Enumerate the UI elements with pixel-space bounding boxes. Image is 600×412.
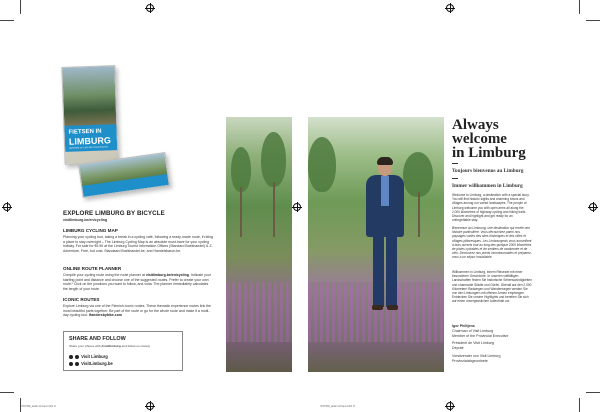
intro-german: Willkommen in Limburg, einem Reiseziel mit einer besonderen Geschichte. In unseren vielfältigen Landschaften finden Sie historische Sehenswürdigkeiten und charmante Städte und Dörfer. Überall auf den 2.000 Kilometern Radwegen und Wanderwegen werden Sie von den Limburgern mit offenen Armen empfangen. Entdecken Sie unsere Highlights und bereiten Sie sich auf einen unvergesslichen Aufenthalt vor. xyxy=(452,270,532,304)
shoe xyxy=(387,305,398,310)
registration-mark-icon xyxy=(446,4,454,12)
crop-mark xyxy=(20,0,21,14)
german-subtitle: Immer willkommen in Limburg xyxy=(452,183,523,189)
tree-trunk xyxy=(418,192,420,237)
share-title: SHARE AND FOLLOW xyxy=(69,336,126,342)
role-line: Vorsitzender von Visit Limburg xyxy=(452,353,501,358)
web-icon xyxy=(69,362,73,366)
crop-mark xyxy=(0,20,14,21)
book-cover-line3: NETWORK OF 2,000 KM CYCLE ROUTES xyxy=(69,146,108,150)
crop-mark xyxy=(0,392,14,393)
signatory-name: Igor Philtjens xyxy=(452,324,475,328)
iconic-routes-link[interactable]: flandersbybike.com xyxy=(89,313,122,318)
crop-mark xyxy=(579,0,580,14)
tree xyxy=(308,137,336,192)
signature-block xyxy=(452,324,508,364)
share-follow-box xyxy=(63,331,183,371)
cycling-map-book xyxy=(61,65,118,165)
divider xyxy=(452,163,458,164)
divider xyxy=(452,178,458,179)
registration-mark-icon xyxy=(146,402,154,410)
role-line: Chairman of Visit Limburg xyxy=(452,328,494,333)
registration-mark-icon xyxy=(589,203,597,211)
hair xyxy=(377,157,393,165)
crop-mark xyxy=(586,20,600,21)
social-row-facebook[interactable]: Visit Limburg xyxy=(69,354,108,359)
role-line: Député xyxy=(452,346,464,351)
role-line: Président de Visit Limburg xyxy=(452,341,494,346)
book-cover-photo xyxy=(62,66,116,130)
route-planner-link[interactable]: visitlimburg.be/en/cycling xyxy=(145,273,189,277)
trousers xyxy=(373,235,397,307)
crop-mark xyxy=(586,392,600,393)
registration-mark-icon xyxy=(293,203,301,211)
heather-field xyxy=(226,282,292,342)
section-body-cycling-map: Planning your cycling tour, taking a break in a cycling café, following a ready-made route, if riding a place to stay overnight – The Limburg Cycling Map is an absolute must-have for your cycling holiday. For sale for €9.50 at the Limburg Tourist Information Offices (Standard Boekhandel) & Z-Adventure, Free, but cost, Standaard Boekhandel.be, and Handelsbaron.be. xyxy=(63,235,213,254)
role-line: Provinzialabgeordnete xyxy=(452,358,488,363)
book-cover-line2: LIMBURG xyxy=(68,135,112,147)
section-title-route-planner: ONLINE ROUTE PLANNER xyxy=(63,266,122,271)
section-title-cycling-map: LIMBURG CYCLING MAP xyxy=(63,228,118,233)
tree-trunk xyxy=(273,182,275,237)
globe-icon xyxy=(75,362,79,366)
explore-heading: EXPLORE LIMBURG BY BICYCLE xyxy=(63,210,165,217)
role-line: Member of the Provincial Executive xyxy=(452,333,509,338)
social-row-website[interactable]: VisitLimburg.be xyxy=(69,361,113,366)
shoe xyxy=(372,305,383,310)
registration-mark-icon xyxy=(446,402,454,410)
tree xyxy=(261,132,286,187)
file-slug: 33700_welcome.indd 2 xyxy=(21,404,56,408)
tree-trunk xyxy=(240,187,242,237)
registration-mark-icon xyxy=(3,203,11,211)
section-title-iconic-routes: ICONIC ROUTES xyxy=(63,297,100,302)
portrait-photo-right xyxy=(308,117,444,372)
section-body-route-planner: Compile your cycling route using the route planner at visitlimburg.be/en/cycling. Indicate your starting point and distance and choose one of the suggested routes. Prefer to create your own route? Click on the junctions you want to follow, and voila: The planner immediately calculates the length of your route. xyxy=(63,273,211,292)
shirt xyxy=(381,176,389,206)
facebook-icon xyxy=(69,355,73,359)
heathland-photo-left xyxy=(226,117,292,372)
welcome-title: Always welcome in Limburg xyxy=(452,117,526,161)
tree xyxy=(231,147,251,192)
tree xyxy=(403,152,433,197)
explore-subheading: visitlimburg.be/en/cycling xyxy=(63,218,108,222)
instagram-icon xyxy=(75,355,79,359)
file-slug: 33700_welcome.indd 3 xyxy=(320,404,355,408)
intro-english: Welcome to Limburg, a destination with a special story. You will find historic sights and charming towns and villages among our varied landscapes. The people of Limburg welcome you with open arms all along the 2,000 kilometres of highway cycling and hiking trails. Discover and highlight and get ready for an unforgettable stay. xyxy=(452,193,530,223)
crop-mark xyxy=(579,398,580,412)
share-subtitle: Share your photos with #visitlimburg and follow us closely xyxy=(69,344,151,348)
registration-mark-icon xyxy=(146,4,154,12)
book-cover-line1: FIETSEN IN xyxy=(68,128,102,136)
french-subtitle: Toujours bienvenus au Limburg xyxy=(452,168,524,174)
intro-french: Bienvenue au Limbourg, une destination qui recèle une histoire particulière. Vous découvrirez parmi nos paysages variés des sites historiques et des villes et villages pittoresques. Les Limbourgeois vous accueillent à bras ouverts tout au long des quelque 2000 kilomètres de pistes cyclables et de sentiers de randonnée et de vélo. Découvrez nos points incontournables et préparez-vous à un séjour inoubliable. xyxy=(452,226,532,260)
hashtag[interactable]: #visitlimburg xyxy=(101,344,121,348)
section-body-iconic-routes: Explore Limburg via one of the Flemish iconic routes. These thematic experience routes link the most beautiful parts together. Be part of the route or go for the whole route and make it a multi-day cycling tour. flandersbybike.com xyxy=(63,304,211,318)
